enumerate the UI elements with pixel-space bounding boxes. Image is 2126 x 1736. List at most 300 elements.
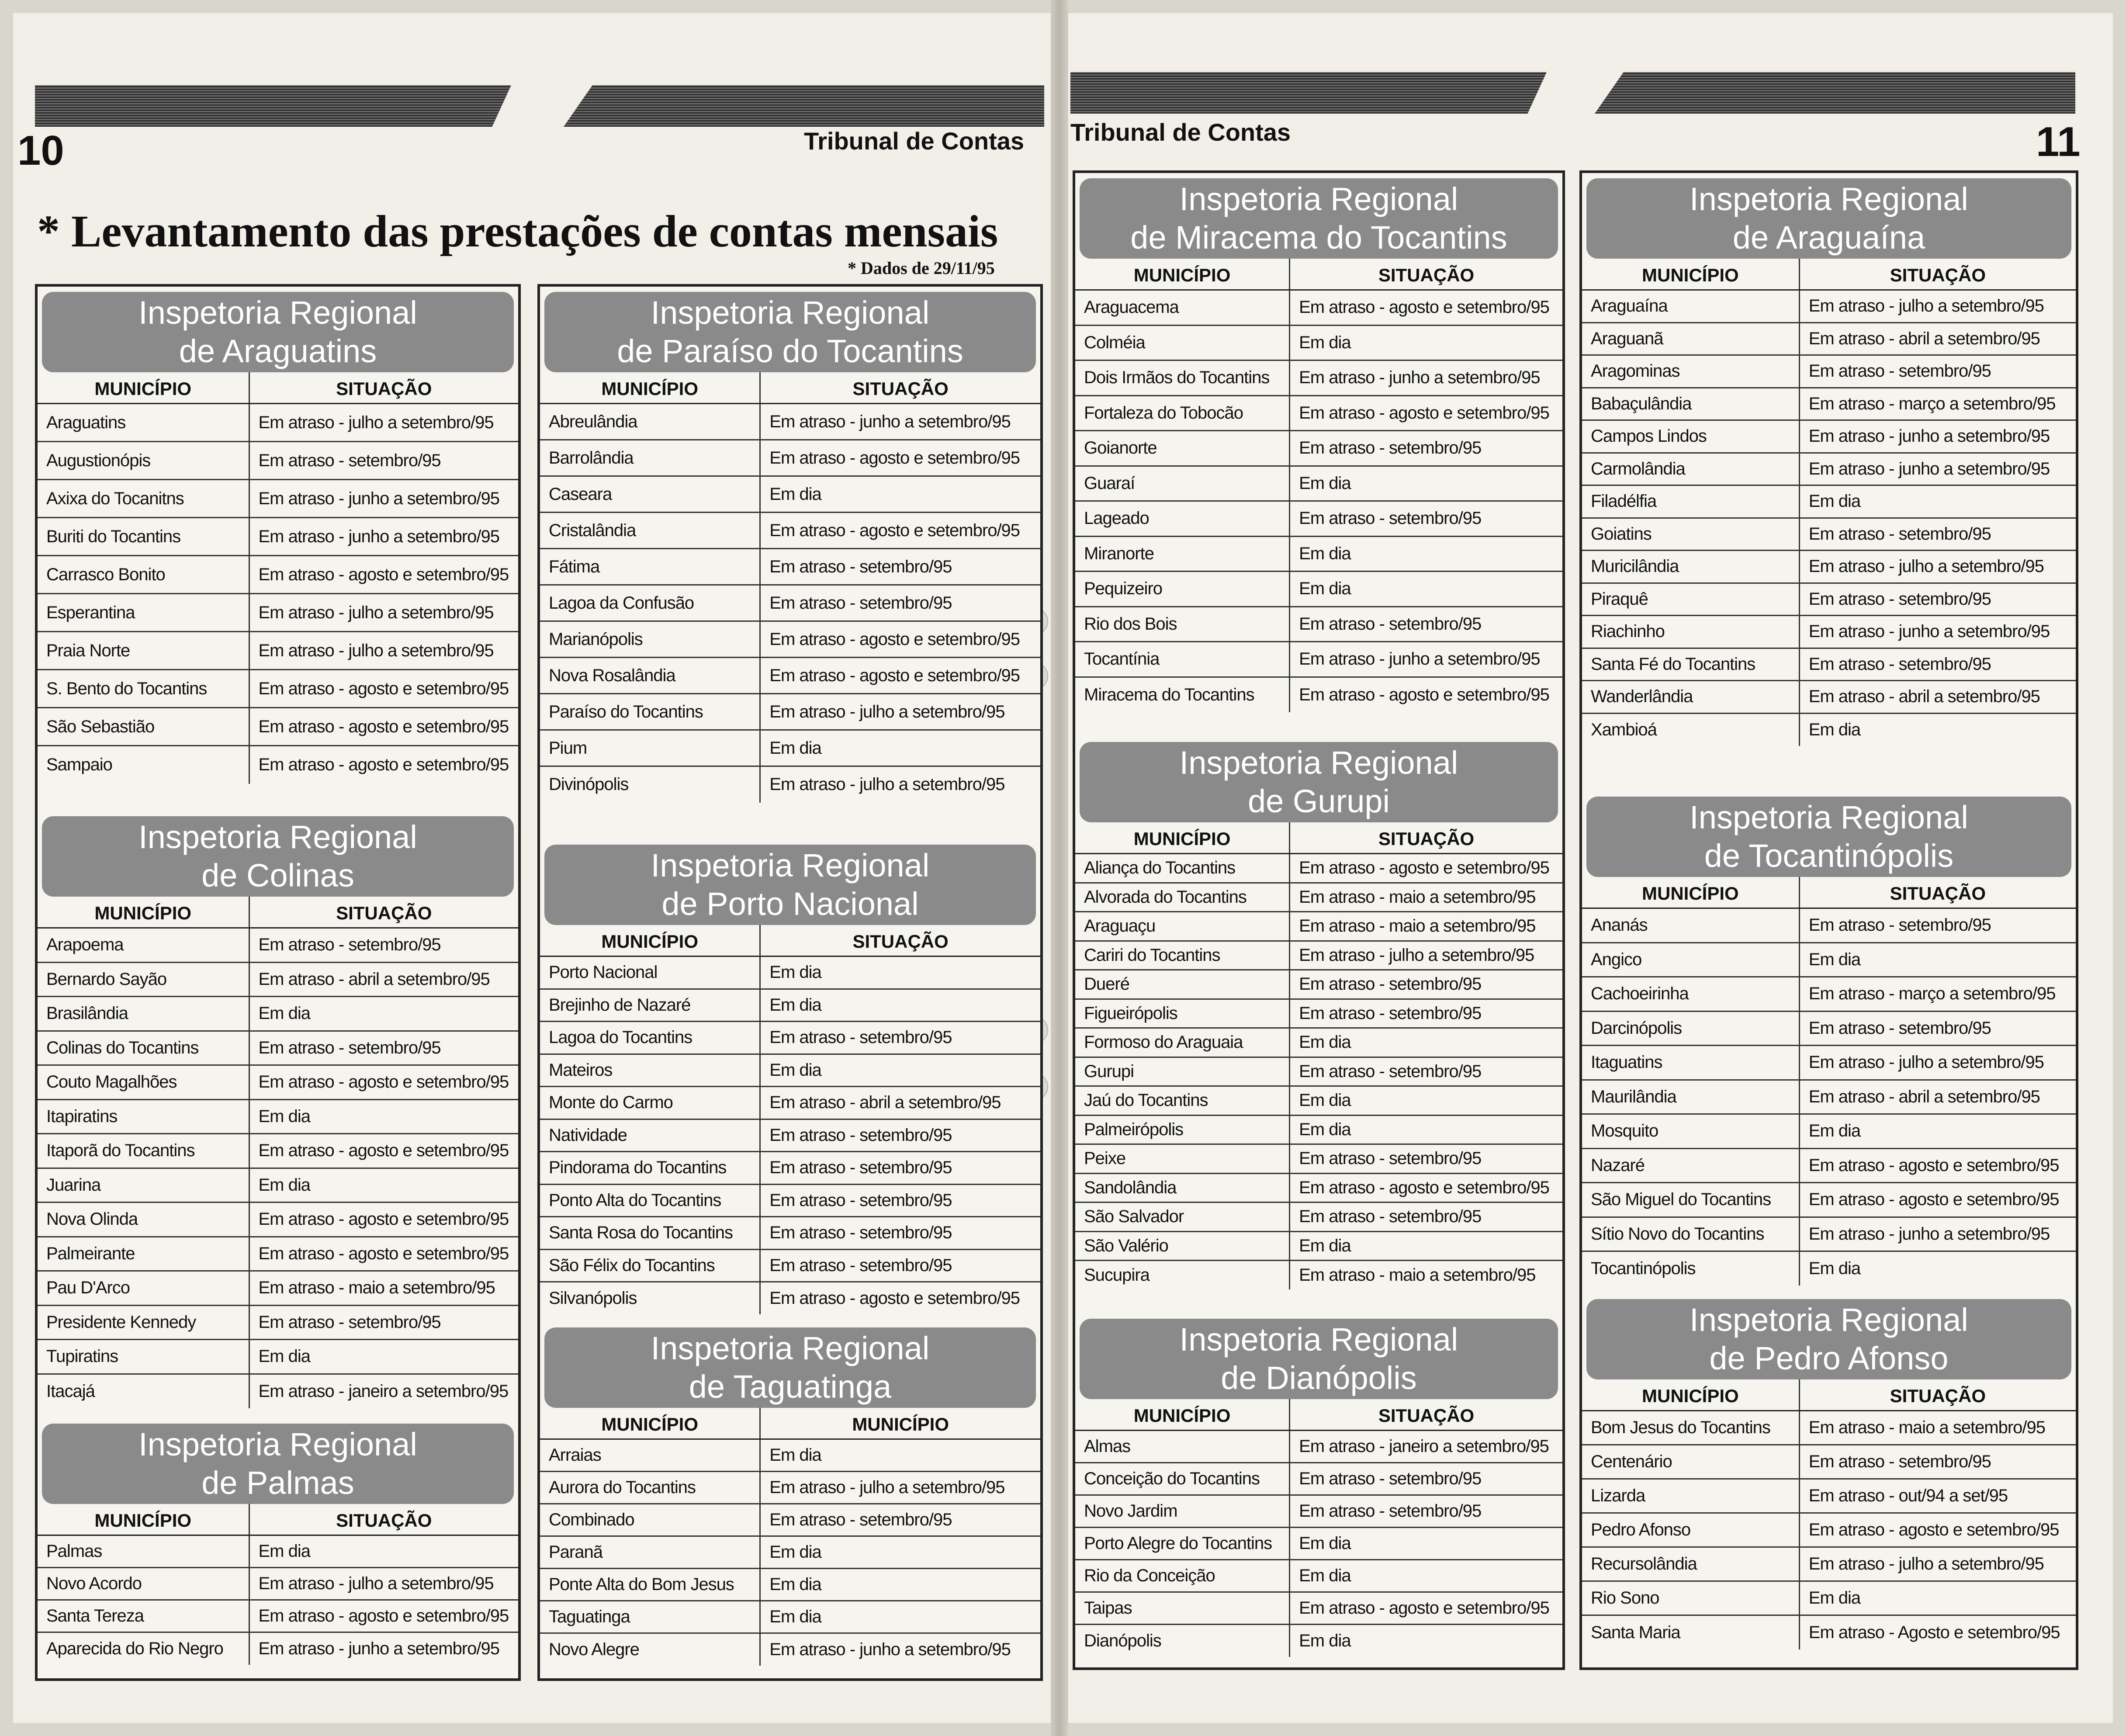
municipio-cell: Nova Rosalândia	[540, 658, 760, 694]
municipio-cell: S. Bento do Tocantins	[38, 670, 249, 708]
municipio-cell: Almas	[1075, 1431, 1290, 1463]
municipio-cell: Lagoa da Confusão	[540, 585, 760, 621]
municipio-cell: Divinópolis	[540, 766, 760, 803]
table-row	[1075, 883, 1562, 912]
municipio-cell: Itaporã do Tocantins	[38, 1134, 249, 1168]
municipio-cell: Marianópolis	[540, 621, 760, 658]
situacao-cell: Em atraso - abril a setembro/95	[1799, 681, 2076, 714]
table-row	[540, 549, 1040, 585]
situacao-cell: Em dia	[1290, 325, 1562, 360]
municipio-cell: Buriti do Tocantins	[38, 518, 249, 556]
table-row	[1582, 1411, 2076, 1445]
table-row	[540, 1022, 1040, 1054]
situacao-cell: Em atraso - junho a setembro/95	[1799, 1217, 2076, 1251]
municipio-cell: Darcinópolis	[1582, 1011, 1799, 1046]
municipio-cell: Barrolândia	[540, 440, 760, 476]
inspetoria-araguaina	[1582, 173, 2076, 746]
municipio-cell: Carrasco Bonito	[38, 556, 249, 594]
municipality-table	[1582, 1379, 2076, 1649]
table-row	[540, 730, 1040, 766]
situacao-cell: Em atraso - setembro/95	[760, 1152, 1040, 1185]
section-title-line1: Inspetoria Regional	[1690, 1302, 1968, 1338]
situacao-cell: Em dia	[760, 1601, 1040, 1633]
municipio-cell: Pequizeiro	[1075, 572, 1290, 607]
municipio-cell: São Miguel do Tocantins	[1582, 1183, 1799, 1217]
situacao-cell: Em atraso - maio a setembro/95	[1290, 1261, 1562, 1290]
page-number: 11	[2036, 118, 2081, 165]
municipio-cell: Dianópolis	[1075, 1625, 1290, 1657]
table-header-row	[1075, 822, 1562, 854]
table-row	[1582, 420, 2076, 453]
situacao-cell: Em atraso - agosto e setembro/95	[249, 746, 518, 784]
situacao-cell: Em atraso - abril a setembro/95	[760, 1087, 1040, 1119]
municipio-cell: Couto Magalhões	[38, 1065, 249, 1100]
section-banner	[1586, 178, 2071, 259]
section-title-line1: Inspetoria Regional	[1179, 181, 1458, 217]
section-title-line2: de Araguaína	[1732, 219, 1925, 256]
table-row	[540, 1472, 1040, 1504]
section-title-line1: Inspetoria Regional	[651, 295, 930, 331]
table-row	[540, 1282, 1040, 1315]
table-row	[540, 1504, 1040, 1536]
municipio-cell: Centenário	[1582, 1445, 1799, 1479]
municipio-cell: Abreulândia	[540, 404, 760, 440]
situacao-cell: Em atraso - maio a setembro/95	[1290, 912, 1562, 941]
situacao-cell: Em atraso - junho a setembro/95	[760, 1633, 1040, 1666]
section-title-line2: de Colinas	[201, 857, 354, 894]
municipio-cell: Maurilândia	[1582, 1080, 1799, 1114]
table-row	[1075, 290, 1562, 326]
table-row	[540, 1601, 1040, 1633]
column-header-municipio: MUNICÍPIO	[1075, 1399, 1290, 1431]
municipio-cell: Bernardo Sayão	[38, 962, 249, 997]
situacao-cell: Em dia	[249, 1168, 518, 1202]
table-row	[1075, 1261, 1562, 1290]
situacao-cell: Em atraso - agosto e setembro/95	[1290, 1173, 1562, 1202]
column-header-situacao: SITUAÇÃO	[1799, 877, 2076, 908]
situacao-cell: Em dia	[760, 1536, 1040, 1569]
municipio-cell: Fátima	[540, 549, 760, 585]
section-title-line1: Inspetoria Regional	[651, 847, 930, 884]
situacao-cell: Em dia	[760, 1054, 1040, 1087]
table-row	[1075, 360, 1562, 396]
table-row	[540, 1569, 1040, 1601]
section-title-line1: Inspetoria Regional	[1179, 1321, 1458, 1358]
section-banner	[544, 845, 1036, 925]
table-row	[1075, 1115, 1562, 1144]
situacao-cell: Em atraso - agosto e setembro/95	[249, 670, 518, 708]
municipio-cell: Tocantinópolis	[1582, 1251, 1799, 1286]
situacao-cell: Em atraso - setembro/95	[1290, 999, 1562, 1028]
column-header-municipio: MUNICÍPIO	[38, 1504, 249, 1535]
section-title-line1: Inspetoria Regional	[1690, 799, 1968, 835]
table-row	[1582, 551, 2076, 583]
situacao-cell: Em atraso - setembro/95	[760, 1249, 1040, 1282]
municipality-table	[1075, 1399, 1562, 1657]
situacao-cell: Em dia	[1290, 466, 1562, 501]
situacao-cell: Em atraso - setembro/95	[1290, 1144, 1562, 1174]
municipio-cell: Ponto Alta do Tocantins	[540, 1184, 760, 1217]
municipio-cell: Colméia	[1075, 325, 1290, 360]
table-row	[1582, 1080, 2076, 1114]
table-row	[1582, 1513, 2076, 1547]
situacao-cell: Em atraso - agosto e setembro/95	[249, 556, 518, 594]
situacao-cell: Em atraso - julho a setembro/95	[760, 766, 1040, 803]
municipio-cell: Monte do Carmo	[540, 1087, 760, 1119]
section-banner	[1080, 1319, 1558, 1399]
municipio-cell: Formoso do Araguaia	[1075, 1028, 1290, 1057]
situacao-cell: Em dia	[249, 997, 518, 1031]
situacao-cell: Em atraso - junho a setembro/95	[1799, 616, 2076, 648]
municipio-cell: Alvorada do Tocantins	[1075, 883, 1290, 912]
column-header-situacao: SITUAÇÃO	[1290, 259, 1562, 290]
municipality-table	[38, 1504, 518, 1665]
situacao-cell: Em atraso - julho a setembro/95	[1290, 941, 1562, 970]
situacao-cell: Em atraso - março a setembro/95	[1799, 388, 2076, 420]
municipio-cell: Silvanópolis	[540, 1282, 760, 1315]
municipio-cell: Araguatins	[38, 404, 249, 442]
situacao-cell: Em atraso - agosto e setembro/95	[760, 440, 1040, 476]
section-banner	[1586, 1299, 2071, 1379]
municipio-cell: Miranorte	[1075, 536, 1290, 572]
municipio-cell: Fortaleza do Tobocão	[1075, 395, 1290, 431]
table-row	[540, 694, 1040, 730]
table-row	[1075, 1463, 1562, 1495]
section-title-line1: Inspetoria Regional	[139, 295, 417, 331]
municipio-cell: Santa Fé do Tocantins	[1582, 648, 1799, 681]
table-row	[1582, 1011, 2076, 1046]
situacao-cell: Em atraso - junho a setembro/95	[1799, 453, 2076, 485]
situacao-cell: Em atraso - agosto e setembro/95	[249, 1134, 518, 1168]
situacao-cell: Em dia	[1799, 485, 2076, 518]
municipio-cell: Paraíso do Tocantins	[540, 694, 760, 730]
municipio-cell: Tocantínia	[1075, 642, 1290, 677]
column-header-situacao: SITUAÇÃO	[1290, 1399, 1562, 1431]
municipio-cell: Presidente Kennedy	[38, 1305, 249, 1340]
table-row	[1075, 536, 1562, 572]
municipio-cell: Brejinho de Nazaré	[540, 989, 760, 1022]
situacao-cell: Em dia	[760, 476, 1040, 513]
table-row	[1582, 518, 2076, 551]
situacao-cell: Em atraso - janeiro a setembro/95	[1290, 1431, 1562, 1463]
table-row	[1075, 1431, 1562, 1463]
situacao-cell: Em atraso - agosto e setembro/95	[1290, 290, 1562, 326]
section-title-line1: Inspetoria Regional	[139, 1426, 417, 1462]
column-header-municipio: MUNICÍPIO	[1582, 877, 1799, 908]
situacao-cell: Em dia	[1799, 1251, 2076, 1286]
situacao-cell: Em atraso - setembro/95	[760, 1184, 1040, 1217]
section-title-line2: de Araguatins	[179, 333, 377, 369]
page-number: 10	[17, 127, 64, 174]
section-banner	[42, 1424, 514, 1504]
municipio-cell: Novo Jardim	[1075, 1495, 1290, 1528]
section-title-line2: de Gurupi	[1248, 783, 1390, 819]
municipio-cell: Juarina	[38, 1168, 249, 1202]
table-row	[38, 997, 518, 1031]
municipio-cell: Gurupi	[1075, 1057, 1290, 1086]
situacao-cell: Em atraso - setembro/95	[1290, 1463, 1562, 1495]
running-head: Tribunal de Contas	[1070, 118, 1291, 146]
table-row	[38, 1134, 518, 1168]
municipio-cell: Itapiratins	[38, 1099, 249, 1134]
situacao-cell: Em atraso - setembro/95	[760, 1504, 1040, 1536]
municipio-cell: Axixa do Tocanitns	[38, 480, 249, 518]
municipio-cell: Ponte Alta do Bom Jesus	[540, 1569, 760, 1601]
situacao-cell: Em dia	[1799, 1581, 2076, 1615]
municipio-cell: Sandolândia	[1075, 1173, 1290, 1202]
table-row	[1582, 322, 2076, 355]
municipio-cell: Caseara	[540, 476, 760, 513]
municipio-cell: Esperantina	[38, 594, 249, 632]
municipio-cell: Pium	[540, 730, 760, 766]
table-row	[38, 1340, 518, 1374]
situacao-cell: Em atraso - abril a setembro/95	[1799, 322, 2076, 355]
table-row	[1075, 395, 1562, 431]
inspetoria-pedro-afonso	[1582, 1294, 2076, 1649]
table-row	[1075, 431, 1562, 466]
situacao-cell: Em atraso - agosto e setembro/95	[249, 1202, 518, 1237]
running-head: Tribunal de Contas	[804, 127, 1025, 155]
table-row	[1582, 1445, 2076, 1479]
table-row	[1582, 1547, 2076, 1581]
inspetoria-miracema	[1075, 173, 1562, 712]
table-row	[38, 480, 518, 518]
situacao-cell: Em atraso - junho a setembro/95	[1799, 420, 2076, 453]
municipality-table	[540, 925, 1040, 1314]
municipio-cell: Mosquito	[1582, 1114, 1799, 1149]
table-column-1	[35, 284, 521, 1681]
municipality-table	[38, 897, 518, 1408]
table-row	[38, 518, 518, 556]
situacao-cell: Em atraso - agosto e setembro/95	[1290, 854, 1562, 883]
table-row	[38, 1168, 518, 1202]
municipio-cell: Aliança do Tocantins	[1075, 854, 1290, 883]
municipio-cell: Colinas do Tocantins	[38, 1031, 249, 1065]
situacao-cell: Em atraso - abril a setembro/95	[249, 962, 518, 997]
situacao-cell: Em atraso - setembro/95	[1290, 1495, 1562, 1528]
table-row	[540, 1633, 1040, 1666]
situacao-cell: Em atraso - julho a setembro/95	[1799, 290, 2076, 323]
situacao-cell: Em atraso - junho a setembro/95	[1290, 642, 1562, 677]
table-row	[1075, 1028, 1562, 1057]
table-row	[38, 670, 518, 708]
column-header-municipio: MUNICÍPIO	[540, 925, 760, 956]
situacao-cell: Em atraso - agosto e setembro/95	[760, 621, 1040, 658]
table-row	[1075, 1144, 1562, 1174]
situacao-cell: Em dia	[1290, 1086, 1562, 1116]
table-row	[540, 1152, 1040, 1185]
municipio-cell: Palmeirópolis	[1075, 1115, 1290, 1144]
table-row	[1582, 388, 2076, 420]
municipio-cell: São Félix do Tocantins	[540, 1249, 760, 1282]
municipio-cell: Wanderlândia	[1582, 681, 1799, 714]
column-header-municipio: MUNICÍPIO	[1075, 822, 1290, 854]
municipio-cell: Itacajá	[38, 1374, 249, 1408]
table-row	[1582, 1183, 2076, 1217]
section-title-line2: de Porto Nacional	[661, 886, 919, 922]
table-row	[1075, 854, 1562, 883]
table-row	[1075, 325, 1562, 360]
table-row	[1075, 677, 1562, 712]
municipio-cell: Arraias	[540, 1439, 760, 1472]
situacao-cell: Em atraso - junho a setembro/95	[249, 480, 518, 518]
situacao-cell: Em dia	[249, 1099, 518, 1134]
table-row	[38, 1271, 518, 1306]
table-row	[540, 404, 1040, 440]
section-banner	[42, 292, 514, 372]
table-row	[38, 708, 518, 746]
situacao-cell: Em atraso - setembro/95	[249, 442, 518, 480]
municipality-table	[1582, 877, 2076, 1286]
situacao-cell: Em atraso - setembro/95	[1290, 606, 1562, 642]
table-header-row	[540, 925, 1040, 956]
situacao-cell: Em atraso - agosto e setembro/95	[249, 708, 518, 746]
table-row	[1075, 1173, 1562, 1202]
table-row	[38, 962, 518, 997]
municipio-cell: Brasilândia	[38, 997, 249, 1031]
situacao-cell: Em atraso - julho a setembro/95	[249, 594, 518, 632]
situacao-cell: Em atraso - abril a setembro/95	[1799, 1080, 2076, 1114]
inspetoria-tocantinopolis	[1582, 791, 2076, 1286]
table-row	[38, 442, 518, 480]
situacao-cell: Em atraso - julho a setembro/95	[760, 694, 1040, 730]
municipio-cell: Araguacema	[1075, 290, 1290, 326]
situacao-cell: Em atraso - agosto e setembro/95	[1799, 1513, 2076, 1547]
table-row	[540, 1439, 1040, 1472]
municipio-cell: Lagoa do Tocantins	[540, 1022, 760, 1054]
table-row	[38, 928, 518, 963]
situacao-cell: Em atraso - agosto e setembro/95	[249, 1600, 518, 1632]
municipio-cell: Palmas	[38, 1535, 249, 1568]
table-header-row	[38, 897, 518, 928]
page-gutter	[1051, 0, 1068, 1736]
table-row	[1582, 1581, 2076, 1615]
inspetoria-colinas	[38, 811, 518, 1408]
section-title-line2: de Tocantinópolis	[1704, 838, 1954, 874]
municipio-cell: Bom Jesus do Tocantins	[1582, 1411, 1799, 1445]
situacao-cell: Em atraso - maio a setembro/95	[1799, 1411, 2076, 1445]
table-row	[1582, 1046, 2076, 1080]
column-header-municipio: MUNICÍPIO	[540, 372, 760, 404]
situacao-cell: Em atraso - setembro/95	[1799, 908, 2076, 943]
table-column-3	[1073, 170, 1565, 1670]
municipio-cell: Rio da Conceição	[1075, 1560, 1290, 1592]
inspetoria-araguatins	[38, 287, 518, 784]
municipio-cell: Porto Alegre do Tocantins	[1075, 1528, 1290, 1560]
column-header-situacao: SITUAÇÃO	[249, 897, 518, 928]
table-row	[38, 1305, 518, 1340]
table-row	[38, 1535, 518, 1568]
inspetoria-taguatinga	[540, 1322, 1040, 1666]
table-row	[38, 1374, 518, 1408]
table-row	[1582, 908, 2076, 943]
table-row	[1582, 290, 2076, 323]
table-row	[1075, 970, 1562, 999]
table-row	[1582, 583, 2076, 616]
table-row	[1582, 355, 2076, 388]
table-row	[540, 1249, 1040, 1282]
column-header-municipio: MUNICÍPIO	[1582, 1379, 1799, 1411]
situacao-cell: Em dia	[249, 1340, 518, 1374]
municipio-cell: Taipas	[1075, 1592, 1290, 1625]
municipio-cell: Porto Nacional	[540, 956, 760, 989]
table-row	[540, 956, 1040, 989]
municipio-cell: Santa Rosa do Tocantins	[540, 1217, 760, 1250]
table-row	[1075, 642, 1562, 677]
situacao-cell: Em atraso - julho a setembro/95	[249, 1568, 518, 1600]
situacao-cell: Em atraso - março a setembro/95	[1799, 977, 2076, 1012]
municipality-table	[38, 372, 518, 784]
situacao-cell: Em atraso - setembro/95	[1290, 1202, 1562, 1232]
table-row	[540, 513, 1040, 549]
situacao-cell: Em atraso - julho a setembro/95	[1799, 551, 2076, 583]
table-row	[1582, 616, 2076, 648]
municipio-cell: Aurora do Tocantins	[540, 1472, 760, 1504]
municipio-cell: Tupiratins	[38, 1340, 249, 1374]
inspetoria-palmas	[38, 1418, 518, 1665]
table-row	[1582, 1114, 2076, 1149]
municipio-cell: Goiatins	[1582, 518, 1799, 551]
page-title: * Levantamento das prestações de contas mensais	[37, 206, 998, 256]
municipio-cell: Rio Sono	[1582, 1581, 1799, 1615]
municipality-table	[1075, 259, 1562, 712]
situacao-cell: Em atraso - setembro/95	[1290, 1057, 1562, 1086]
situacao-cell: Em atraso - agosto e setembro/95	[1799, 1148, 2076, 1183]
column-header-situacao: MUNICÍPIO	[760, 1408, 1040, 1439]
inspetoria-paraiso	[540, 287, 1040, 803]
situacao-cell: Em dia	[760, 1439, 1040, 1472]
table-row	[1075, 1560, 1562, 1592]
table-row	[1075, 572, 1562, 607]
table-row	[38, 632, 518, 670]
situacao-cell: Em dia	[760, 989, 1040, 1022]
column-header-municipio: MUNICÍPIO	[38, 897, 249, 928]
table-row	[1582, 1615, 2076, 1649]
situacao-cell: Em atraso - agosto e setembro/95	[1290, 395, 1562, 431]
table-row	[540, 440, 1040, 476]
situacao-cell: Em atraso - setembro/95	[1799, 1011, 2076, 1046]
section-title-line2: de Miracema do Tocantins	[1130, 219, 1507, 256]
header-bar	[564, 85, 1044, 127]
section-title-line2: de Pedro Afonso	[1709, 1340, 1949, 1376]
table-header-row	[1582, 877, 2076, 908]
municipio-cell: Augustionópis	[38, 442, 249, 480]
column-header-municipio: MUNICÍPIO	[1582, 259, 1799, 290]
situacao-cell: Em atraso - agosto e setembro/95	[249, 1237, 518, 1271]
situacao-cell: Em atraso - agosto e setembro/95	[1799, 1183, 2076, 1217]
table-row	[1582, 1251, 2076, 1286]
table-row	[540, 1087, 1040, 1119]
situacao-cell: Em atraso - maio a setembro/95	[1290, 883, 1562, 912]
municipio-cell: Lizarda	[1582, 1479, 1799, 1513]
column-header-situacao: SITUAÇÃO	[249, 372, 518, 404]
table-row	[1582, 485, 2076, 518]
situacao-cell: Em atraso - janeiro a setembro/95	[249, 1374, 518, 1408]
municipio-cell: Ananás	[1582, 908, 1799, 943]
section-title-line2: de Taguatinga	[689, 1369, 892, 1405]
column-header-situacao: SITUAÇÃO	[760, 925, 1040, 956]
table-row	[1075, 1231, 1562, 1261]
table-column-2	[537, 284, 1043, 1681]
table-row	[1075, 1057, 1562, 1086]
situacao-cell: Em atraso - out/94 a set/95	[1799, 1479, 2076, 1513]
municipio-cell: Santa Tereza	[38, 1600, 249, 1632]
situacao-cell: Em atraso - junho a setembro/95	[249, 1632, 518, 1665]
situacao-cell: Em atraso - setembro/95	[1799, 583, 2076, 616]
situacao-cell: Em dia	[1799, 1114, 2076, 1149]
section-title-line1: Inspetoria Regional	[651, 1330, 930, 1366]
situacao-cell: Em atraso - julho a setembro/95	[249, 404, 518, 442]
